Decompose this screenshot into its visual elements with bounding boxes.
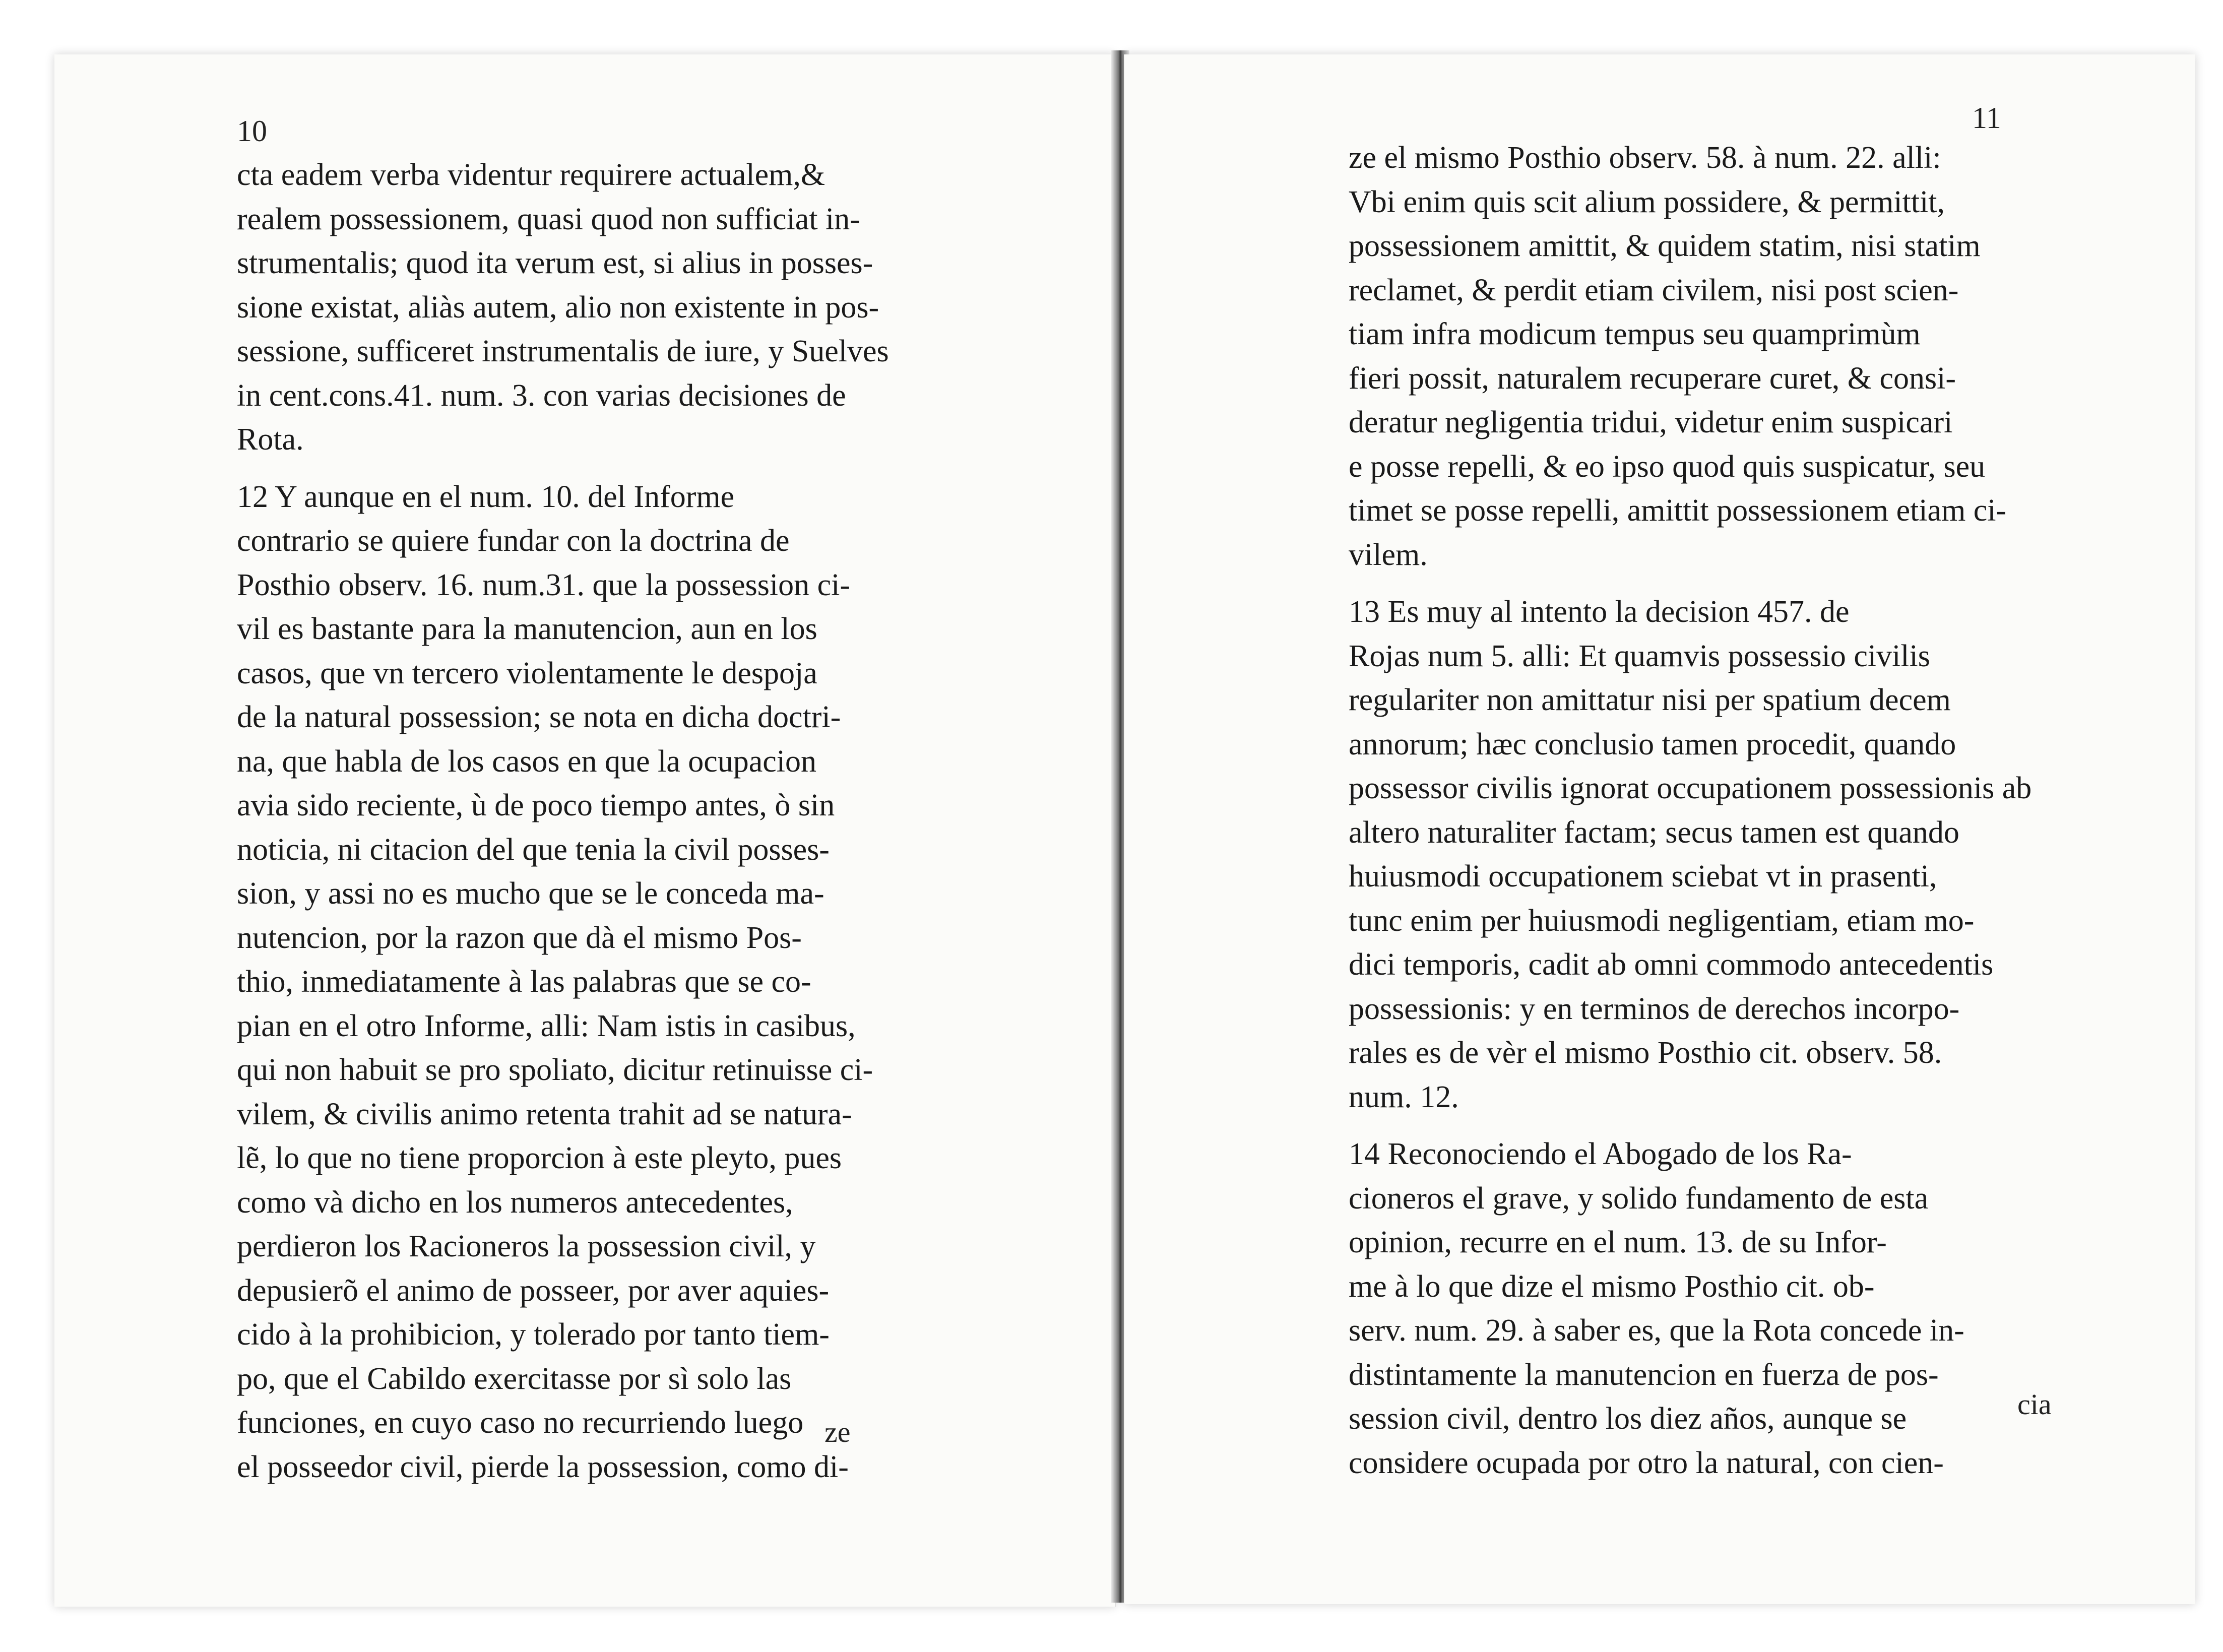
text-line: casos, que vn tercero violentamente le despoja bbox=[237, 656, 817, 690]
text-line: realem possessionem, quasi quod non sufficiat in- bbox=[237, 202, 860, 236]
text-line: cido à la prohibicion, y tolerado por tanto tiem- bbox=[237, 1317, 830, 1352]
right-page bbox=[1124, 54, 2195, 1604]
left-page-number: 10 bbox=[237, 114, 267, 148]
text-line: distintamente la manutencion en fuerza de pos- bbox=[1349, 1357, 1939, 1392]
text-line: rales es de vèr el mismo Posthio cit. observ. 58. bbox=[1349, 1036, 1942, 1070]
text-line: Vbi enim quis scit alium possidere, & permittit, bbox=[1349, 184, 1945, 219]
text-line: 12 Y aunque en el num. 10. del Informe bbox=[237, 479, 735, 514]
text-line: vil es bastante para la manutencion, aun en los bbox=[237, 612, 817, 646]
text-line: timet se posse repelli, amittit possessionem etiam ci- bbox=[1349, 493, 2007, 528]
text-line: regulariter non amittatur nisi per spatium decem bbox=[1349, 683, 1951, 717]
text-line: na, que habla de los casos en que la ocupacion bbox=[237, 744, 817, 779]
text-line: deratur negligentia tridui, videtur enim suspicari bbox=[1349, 405, 1953, 439]
right-paragraph-a bbox=[1349, 136, 2058, 577]
text-line: fieri possit, naturalem recuperare curet, & consi- bbox=[1349, 361, 1956, 396]
text-line: possessor civilis ignorat occupationem possessionis ab bbox=[1349, 771, 2032, 805]
text-line: vilem, & civilis animo retenta trahit ad se natura- bbox=[237, 1097, 852, 1131]
text-line: lẽ, lo que no tiene proporcion à este pleyto, pues bbox=[237, 1141, 842, 1175]
text-line: Rojas num 5. alli: Et quamvis possessio civilis bbox=[1349, 639, 1930, 673]
text-line: depusierõ el animo de posseer, por aver aquies- bbox=[237, 1273, 830, 1308]
text-line: contrario se quiere fundar con la doctrina de bbox=[237, 524, 790, 558]
text-line: vilem. bbox=[1349, 537, 1428, 572]
text-line: strumentalis; quod ita verum est, si alius in posses- bbox=[237, 246, 873, 280]
text-line: qui non habuit se pro spoliato, dicitur retinuisse ci- bbox=[237, 1053, 873, 1087]
left-page bbox=[54, 54, 1116, 1607]
text-line: sessione, sufficeret instrumentalis de iure, y Suelves bbox=[237, 334, 889, 368]
text-line: sion, y assi no es mucho que se le conceda ma- bbox=[237, 876, 824, 911]
text-line: in cent.cons.41. num. 3. con varias decisiones de bbox=[237, 378, 846, 413]
text-line: 13 Es muy al intento la decision 457. de bbox=[1349, 595, 1850, 629]
text-line: avia sido reciente, ù de poco tiempo antes, ò sin bbox=[237, 788, 835, 822]
text-line: session civil, dentro los diez años, aunque se bbox=[1349, 1402, 1907, 1436]
text-line: 14 Reconociendo el Abogado de los Ra- bbox=[1349, 1137, 1852, 1171]
text-line: po, que el Cabildo exercitasse por sì solo las bbox=[237, 1361, 792, 1396]
text-line: annorum; hæc conclusio tamen procedit, quando bbox=[1349, 727, 1956, 761]
left-catchword: ze bbox=[824, 1416, 851, 1448]
text-line: como và dicho en los numeros antecedentes, bbox=[237, 1185, 793, 1220]
text-line: cioneros el grave, y solido fundamento de esta bbox=[1349, 1181, 1929, 1216]
text-line: dici temporis, cadit ab omni commodo antecedentis bbox=[1349, 947, 1994, 982]
text-line: thio, inmediatamente à las palabras que se co- bbox=[237, 965, 811, 999]
text-line: noticia, ni citacion del que tenia la civil posses- bbox=[237, 832, 830, 867]
text-line: tiam infra modicum tempus seu quamprimùm bbox=[1349, 317, 1921, 351]
text-line: sione existat, aliàs autem, alio non existente in pos- bbox=[237, 290, 879, 325]
text-line: perdieron los Racioneros la possession civil, y bbox=[237, 1229, 816, 1263]
text-line: num. 12. bbox=[1349, 1079, 1459, 1114]
right-paragraph-b bbox=[1349, 590, 2058, 1119]
text-line: reclamet, & perdit etiam civilem, nisi post scien- bbox=[1349, 273, 1959, 307]
right-paragraph-c bbox=[1349, 1132, 2058, 1485]
text-line: nutencion, por la razon que dà el mismo Pos- bbox=[237, 920, 802, 955]
left-text-block bbox=[237, 153, 941, 1489]
text-line: pian en el otro Informe, alli: Nam istis in casibus, bbox=[237, 1008, 856, 1043]
text-line: tunc enim per huiusmodi negligentiam, etiam mo- bbox=[1349, 903, 1975, 938]
text-line: possessionem amittit, & quidem statim, nisi statim bbox=[1349, 229, 1981, 263]
text-line: de la natural possession; se nota en dicha doctri- bbox=[237, 700, 841, 734]
text-line: me à lo que dize el mismo Posthio cit. ob- bbox=[1349, 1269, 1875, 1304]
text-line: opinion, recurre en el num. 13. de su Infor- bbox=[1349, 1225, 1887, 1259]
right-catchword: cia bbox=[2017, 1388, 2052, 1421]
right-page-number: 11 bbox=[1972, 101, 2001, 135]
text-line: e posse repelli, & eo ipso quod quis suspicatur, seu bbox=[1349, 449, 1986, 484]
text-line: Rota. bbox=[237, 422, 304, 457]
text-line: considere ocupada por otro la natural, con cien- bbox=[1349, 1445, 1944, 1480]
text-line: possessionis: y en terminos de derechos incorpo- bbox=[1349, 991, 1960, 1026]
text-line: funciones, en cuyo caso no recurriendo luego bbox=[237, 1406, 804, 1440]
text-line: cta eadem verba videntur requirere actualem,& bbox=[237, 158, 825, 192]
left-paragraph-b bbox=[237, 475, 941, 1490]
text-line: Posthio observ. 16. num.31. que la possession ci- bbox=[237, 567, 850, 602]
text-line: huiusmodi occupationem sciebat vt in prasenti, bbox=[1349, 859, 1937, 894]
text-line: ze el mismo Posthio observ. 58. à num. 22. alli: bbox=[1349, 141, 1941, 175]
right-text-block bbox=[1349, 136, 2058, 1485]
left-paragraph-a bbox=[237, 153, 941, 462]
text-line: serv. num. 29. à saber es, que la Rota concede in- bbox=[1349, 1313, 1964, 1348]
text-line: el posseedor civil, pierde la possession, como di- bbox=[237, 1449, 849, 1484]
text-line: altero naturaliter factam; secus tamen est quando bbox=[1349, 815, 1959, 850]
